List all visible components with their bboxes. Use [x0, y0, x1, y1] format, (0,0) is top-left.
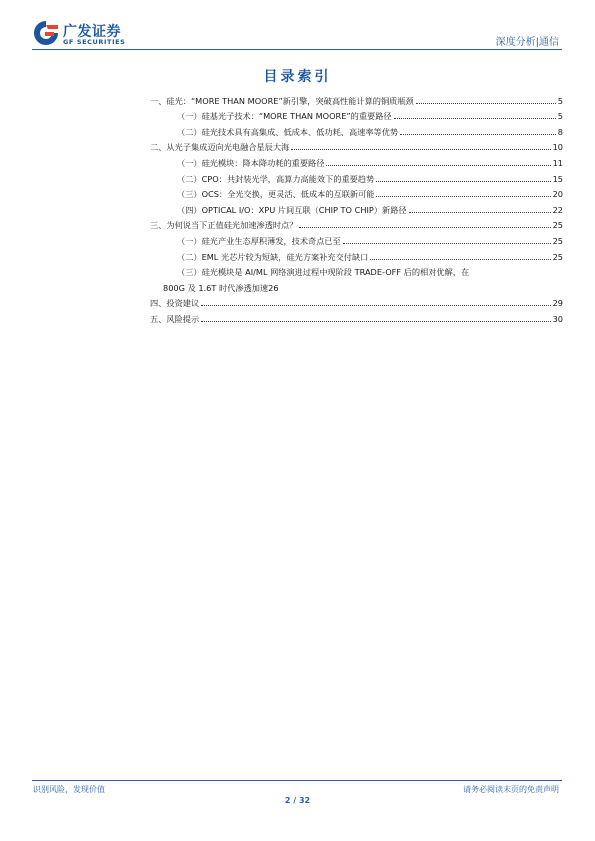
- toc-page-number: 29: [552, 298, 563, 309]
- toc-leader: [343, 243, 551, 244]
- toc-entry-text: 一、硅光：“MORE THAN MOORE”新引擎，突破高性能计算的铜质瓶颈: [150, 95, 414, 106]
- toc-leader: [376, 196, 550, 197]
- footer-slogan: 识别风险，发现价值: [33, 785, 105, 794]
- toc-entry[interactable]: [150, 152, 563, 168]
- toc-leader: [409, 212, 551, 213]
- toc-entry-text: （二）硅光技术具有高集成、低成本、低功耗、高速率等优势: [177, 126, 399, 137]
- toc-entry[interactable]: [150, 230, 563, 246]
- toc-entry-text: 二、从光子集成迈向光电融合星辰大海: [150, 142, 290, 153]
- toc-leader: [291, 149, 550, 150]
- toc-page-number: 10: [552, 142, 563, 153]
- toc-entry-text: 三、为何说当下正值硅光加速渗透时点？: [150, 220, 298, 231]
- toc-page-number: 22: [552, 204, 563, 215]
- footer-disclaimer: 请务必阅读末页的免责声明: [463, 785, 559, 794]
- toc-entry-text: 四、投资建议: [150, 298, 200, 309]
- toc-entry-text: （二）EML 光芯片较为短缺，硅光方案补充交付缺口: [177, 251, 369, 262]
- toc-entry-text: （一）硅光产业生态厚积薄发，技术奇点已至: [177, 235, 341, 246]
- toc-entry[interactable]: [150, 106, 563, 122]
- logo-english-name: GF SECURITIES: [63, 38, 126, 46]
- toc-page-number: 25: [552, 235, 563, 246]
- gf-logo-icon: [32, 19, 60, 47]
- toc-entry-text: （二）CPO：共封装光学，高算力高能效下的重要趋势: [177, 173, 375, 184]
- toc-entry-text: （三）OCS：全光交换，更灵活、低成本的互联新可能: [177, 189, 375, 200]
- toc-leader: [201, 305, 550, 306]
- company-logo: [32, 19, 142, 49]
- toc-page-number: 5: [557, 111, 563, 122]
- toc-page-number: 25: [552, 220, 563, 231]
- header-divider: [32, 49, 562, 50]
- toc-entry[interactable]: [150, 293, 563, 309]
- toc-entry[interactable]: [150, 121, 563, 137]
- toc-page-number: 20: [552, 189, 563, 200]
- page-number: 2 / 32: [284, 796, 311, 805]
- toc-entry[interactable]: [150, 137, 563, 153]
- toc-page-number: 26: [268, 282, 279, 293]
- toc-entry-text: （四）OPTICAL I/O：XPU 片间互联（CHIP TO CHIP）新路径: [177, 204, 407, 215]
- toc-entry[interactable]: [150, 184, 563, 200]
- toc-leader: [370, 259, 550, 260]
- toc-entry-text: 五、风险提示: [150, 313, 200, 324]
- toc-page-number: 5: [557, 95, 563, 106]
- toc-page-number: 25: [552, 251, 563, 262]
- toc-leader: [376, 181, 550, 182]
- toc-leader: [299, 227, 550, 228]
- toc-entry-text: （三）硅光模块是 AI/ML 网络演进过程中现阶段 TRADE-OFF 后的相对优解，在: [177, 267, 470, 278]
- toc-leader: [326, 165, 550, 166]
- toc-entry[interactable]: [150, 246, 563, 262]
- toc-leader: [201, 321, 550, 322]
- toc-leader: [394, 118, 556, 119]
- toc-entry-text: （一）硅光模块：降本降功耗的重要路径: [177, 157, 325, 168]
- toc-leader: [416, 103, 556, 104]
- toc-title: 目录索引: [263, 69, 332, 85]
- logo-chinese-name: 广发证券: [63, 24, 121, 40]
- toc-page-number: 11: [552, 157, 563, 168]
- toc-entry[interactable]: [150, 90, 563, 106]
- toc-entry-text: （一）硅基光子技术：“MORE THAN MOORE”的重要路径: [177, 111, 392, 122]
- toc-entry[interactable]: [150, 199, 563, 215]
- toc-entry[interactable]: [150, 262, 563, 293]
- toc-leader: [400, 134, 556, 135]
- toc-entry[interactable]: [150, 168, 563, 184]
- toc-entry-text-continued: 800G 及 1.6T 时代渗透加速: [163, 282, 269, 293]
- footer-divider: [32, 780, 562, 781]
- toc-page-number: 15: [552, 173, 563, 184]
- toc-page-number: 30: [552, 313, 563, 324]
- table-of-contents: [150, 90, 563, 324]
- toc-entry[interactable]: [150, 215, 563, 231]
- toc-entry[interactable]: [150, 308, 563, 324]
- toc-page-number: 8: [557, 126, 563, 137]
- report-category: 深度分析|通信: [495, 37, 559, 48]
